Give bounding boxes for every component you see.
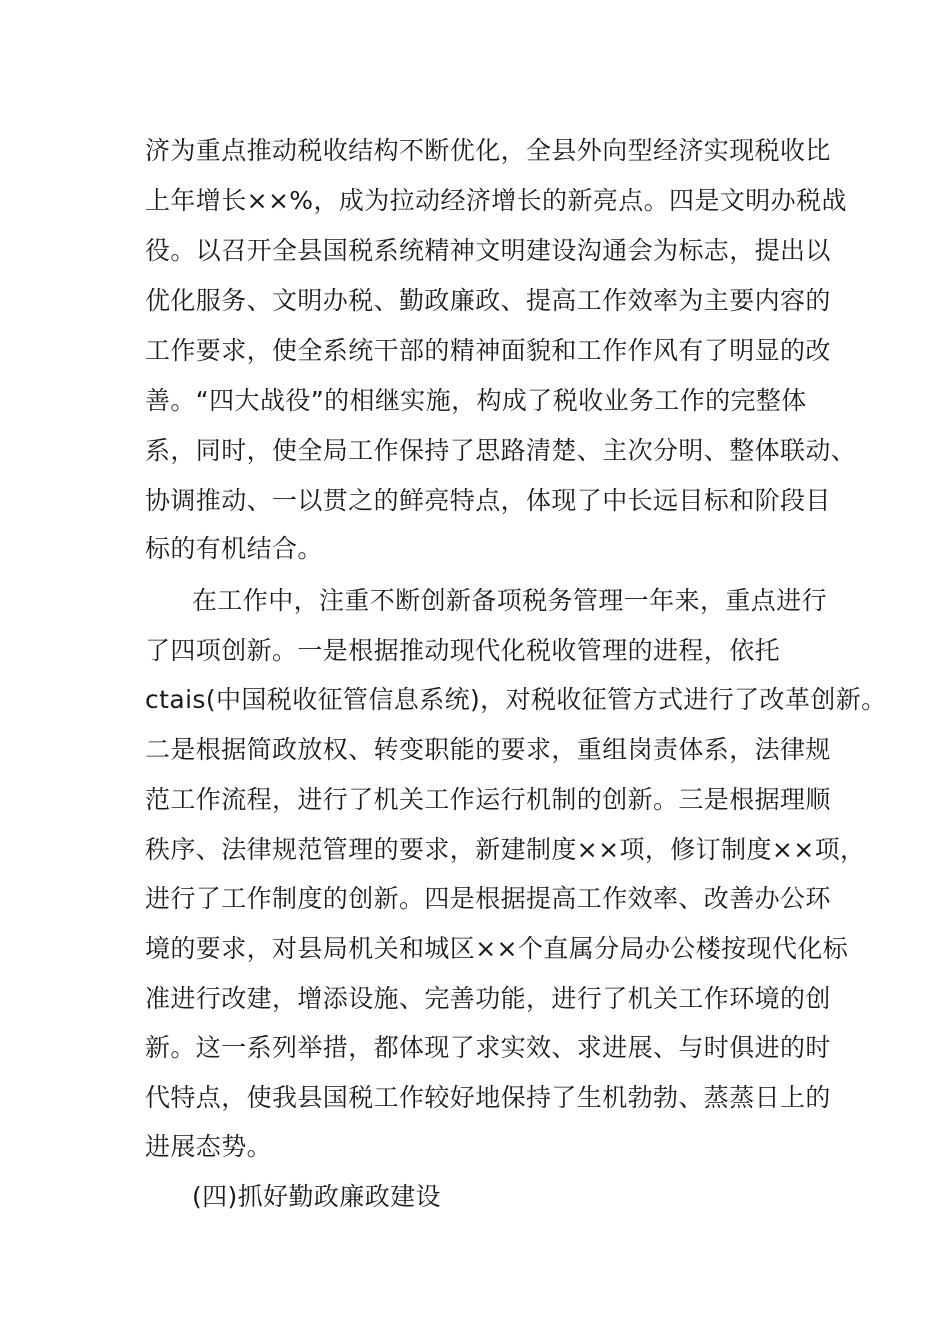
paragraph-1-line-4: 优化服务、文明办税、勤政廉政、提高工作效率为主要内容的 [145, 286, 831, 315]
paragraph-2-line-7: 进行了工作制度的创新。四是根据提高工作效率、改善办公环 [145, 884, 831, 913]
paragraph-1-line-7: 系，同时，使全局工作保持了思路清楚、主次分明、整体联动、 [145, 436, 857, 465]
paragraph-2-line-11: 代特点，使我县国税工作较好地保持了生机勃勃、蒸蒸日上的 [145, 1083, 831, 1112]
paragraph-1-line-5: 工作要求，使全系统干部的精神面貌和工作作风有了明显的改 [145, 336, 831, 365]
paragraph-1-line-6: 善。“四大战役”的相继实施，构成了税收业务工作的完整体 [145, 386, 807, 415]
paragraph-2-line-5: 范工作流程，进行了机关工作运行机制的创新。三是根据理顺 [145, 785, 831, 814]
paragraph-2-line-9: 准进行改建，增添设施、完善功能，进行了机关工作环境的创 [145, 984, 831, 1013]
paragraph-1-line-2: 上年增长××%，成为拉动经济增长的新亮点。四是文明办税战 [145, 186, 847, 215]
paragraph-1-line-1: 济为重点推动税收结构不断优化，全县外向型经济实现税收比 [145, 136, 831, 165]
paragraph-2-line-8: 境的要求，对县局机关和城区××个直属分局办公楼按现代化标 [145, 934, 849, 963]
paragraph-2-line-4: 二是根据简政放权、转变职能的要求，重组岗责体系，法律规 [145, 735, 831, 764]
paragraph-2-line-3: ctais(中国税收征管信息系统)，对税收征管方式进行了改革创新。 [145, 685, 887, 714]
paragraph-1-line-8: 协调推动、一以贯之的鲜亮特点，体现了中长远目标和阶段目 [145, 486, 831, 515]
paragraph-2-line-1: 在工作中，注重不断创新备项税务管理一年来，重点进行 [192, 586, 828, 615]
paragraph-1-line-3: 役。以召开全县国税系统精神文明建设沟通会为标志，提出以 [145, 236, 831, 265]
paragraph-2-line-12: 进展态势。 [145, 1132, 273, 1161]
section-heading: (四)抓好勤政廉政建设 [192, 1182, 441, 1211]
paragraph-2-line-2: 了四项创新。一是根据推动现代化税收管理的进程，依托 [145, 636, 781, 665]
paragraph-2-line-6: 秩序、法律规范管理的要求，新建制度××项，修订制度××项， [145, 835, 866, 864]
paragraph-2-line-10: 新。这一系列举措，都体现了求实效、求进展、与时俱进的时 [145, 1033, 831, 1062]
paragraph-1-line-9: 标的有机结合。 [145, 534, 323, 563]
